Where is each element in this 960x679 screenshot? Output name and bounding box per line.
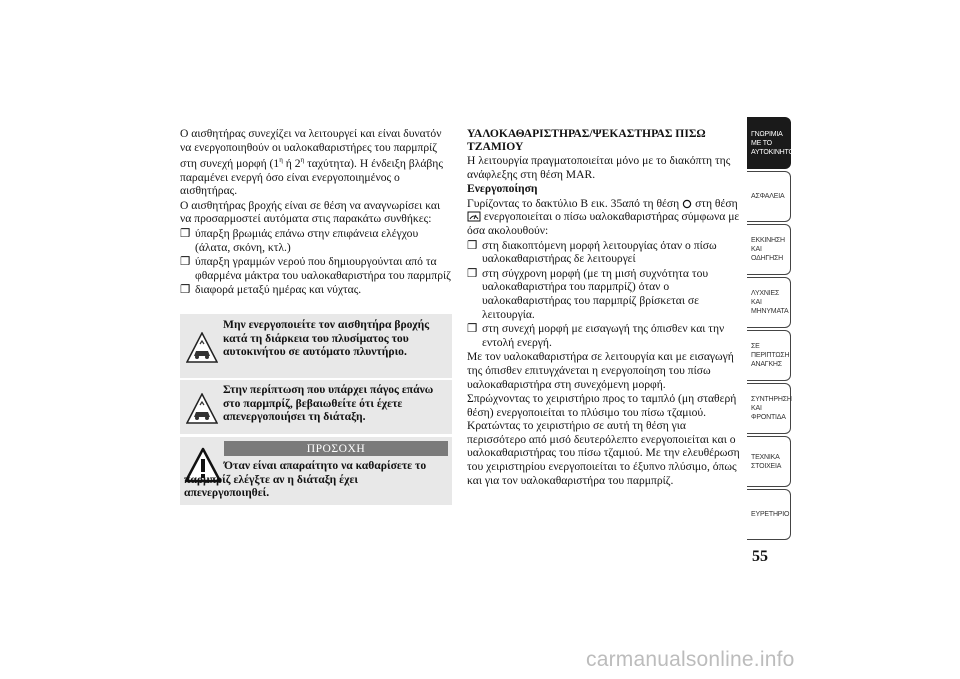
left-paragraph-2: Ο αισθητήρας βροχής είναι σε θέση να αναγνωρίσει και να προσαρμοστεί αυτόματα στις παρακάτω συνθήκες: (180, 198, 441, 226)
right-paragraph-1: Η λειτουργία πραγματοποιείται μόνο με το διακόπτη της ανάφλεξης στη θέση MAR. (467, 154, 731, 181)
tab-technical-data[interactable]: ΤΕΧΝΙΚΑ ΣΤΟΙΧΕΙΑ (747, 436, 791, 487)
tab-getting-to-know[interactable]: ΓΝΩΡΙΜΙΑ ΜΕ ΤΟ ΑΥΤΟΚΙΝΗΤΟ (747, 117, 791, 169)
caution-box (180, 437, 452, 505)
warning-box-car-wash (180, 314, 452, 378)
warning-text-2: Στην περίπτωση που υπάρχει πάγος επάνω στο παρμπρίζ, βεβαιωθείτε ότι έχετε απενεργοποιήσει τη διάταξη. (223, 383, 434, 424)
tab-starting-driving[interactable]: ΕΚΚΙΝΗΣΗ ΚΑΙ ΟΔΗΓΗΣΗ (747, 224, 791, 275)
left-paragraph-1: Ο αισθητήρας συνεχίζει να λειτουργεί και είναι δυνατόν να ενεργοποιηθούν οι υαλοκαθαριστήρες του παρμπρίζ στη συνεχή μορφή ($1^\eta$ ή $2^\eta$ ταχύτητα). Η ένδειξη βλάβης παραμένει ενεργή όσο είναι ενεργοποιημένος ο αισθητήρας. (180, 127, 443, 198)
right-paragraph-3: Με τον υαλοκαθαριστήρα σε λειτουργία και με εισαγωγή της όπισθεν επιτυγχάνεται η ενεργοποίηση του πίσω υαλοκαθαριστήρα στη συνεχόμενη μορφή. (467, 350, 734, 391)
tab-index[interactable]: ΕΥΡΕΤΗΡΙΟ (747, 489, 791, 540)
right-paragraph-4: Σπρώχνοντας το χειριστήριο προς το ταμπλό (μη σταθερή θέση) ενεργοποιείται το πλύσιμο του πίσω τζαμιού. Κρατώντας το χειριστήριο σε αυτή τη θέση για περισσότερο από μισό δευτερόλεπτο ενεργοποιείται και ο υαλοκαθαριστήρας του πίσω τζαμιού. Με την ελευθέρωση του χειριστηρίου ενεργοποιείται το έξυπνο πλύσιμο, όπως και για τον υαλοκαθαριστήρα του παρμπρίζ. (467, 392, 740, 487)
left-bullet-3: ❐ διαφορά μεταξύ ημέρας και νύχτας. (180, 283, 362, 297)
bullet-box-icon: ❐ (180, 227, 191, 241)
warning-box-ice (180, 380, 452, 434)
car-warning-icon (186, 393, 218, 425)
car-warning-icon (186, 332, 218, 364)
bullet-box-icon: ❐ (180, 255, 191, 269)
bullet-box-icon: ❐ (467, 322, 478, 336)
left-bullet-2: ❐ ύπαρξη γραμμών νερού που δημιουργούνται από τα φθαρμένα μάκτρα του υαλοκαθαριστήρα του παρμπρίζ (180, 255, 451, 282)
activation-heading: Ενεργοποίηση (467, 182, 538, 196)
caution-title: ΠΡΟΣΟΧΗ (224, 441, 448, 456)
section-heading: ΥΑΛΟΚΑΘΑΡΙΣΤΗΡΑΣ/ΨΕΚΑΣΤΗΡΑΣ ΠΙΣΩ ΤΖΑΜΙΟΥ (467, 127, 706, 153)
caution-text: Όταν είναι απαραίτητο να καθαρίσετε το παρμπρίζ ελέγξτε αν η διάταξη έχει απενεργοποιηθεί. (184, 459, 427, 500)
tab-lights-messages[interactable]: ΛΥΧΝΙΕΣ ΚΑΙ ΜΗΝΥΜΑΤΑ (747, 277, 791, 328)
ring-position-off-icon (682, 199, 692, 209)
left-bullet-1: ❐ ύπαρξη βρωμιάς επάνω στην επιφάνεια ελέγχου (άλατα, σκόνη, κτλ.) (180, 227, 419, 254)
watermark-text: carmanualsonline.info (586, 648, 795, 671)
tab-safety[interactable]: ΑΣΦΑΛΕΙΑ (747, 171, 791, 222)
tab-emergency[interactable]: ΣΕ ΠΕΡΙΠΤΩΣΗ ΑΝΑΓΚΗΣ (747, 330, 791, 381)
bullet-box-icon: ❐ (467, 238, 478, 252)
right-bullet-2: ❐ στη σύγχρονη μορφή (με τη μισή συχνότητα του υαλοκαθαριστήρα του παρμπρίζ) όταν ο υαλοκαθαριστήρας του παρμπρίζ βρίσκεται σε λειτουργία. (467, 266, 709, 321)
chapter-tabs (747, 117, 794, 543)
right-paragraph-2: Γυρίζοντας το δακτύλιο B εικ. 35από τη θέση στη θέση ενεργοποιείται ο πίσω υαλοκαθαριστήρας σύμφωνα με όσα ακολουθούν: (467, 196, 740, 237)
page-number: 55 (752, 548, 768, 565)
right-bullet-1: ❐ στη διακοπτόμενη μορφή λειτουργίας όταν ο πίσω υαλοκαθαριστήρας δε λειτουργεί (467, 238, 717, 266)
tab-maintenance[interactable]: ΣΥΝΤΗΡΗΣΗ ΚΑΙ ΦΡΟΝΤΙΔΑ (747, 383, 791, 434)
left-column (180, 127, 452, 298)
right-column (467, 127, 743, 488)
rear-wiper-icon (467, 211, 481, 222)
bullet-box-icon: ❐ (180, 283, 191, 297)
warning-text-1: Μην ενεργοποιείτε τον αισθητήρα βροχής κατά τη διάρκεια του πλυσίματος του αυτοκινήτου σε αυτόματο πλυντήριο. (223, 318, 430, 359)
bullet-box-icon: ❐ (467, 266, 478, 280)
right-bullet-3: ❐ στη συνεχή μορφή με εισαγωγή της όπισθεν και την εντολή ενεργή. (467, 322, 725, 349)
